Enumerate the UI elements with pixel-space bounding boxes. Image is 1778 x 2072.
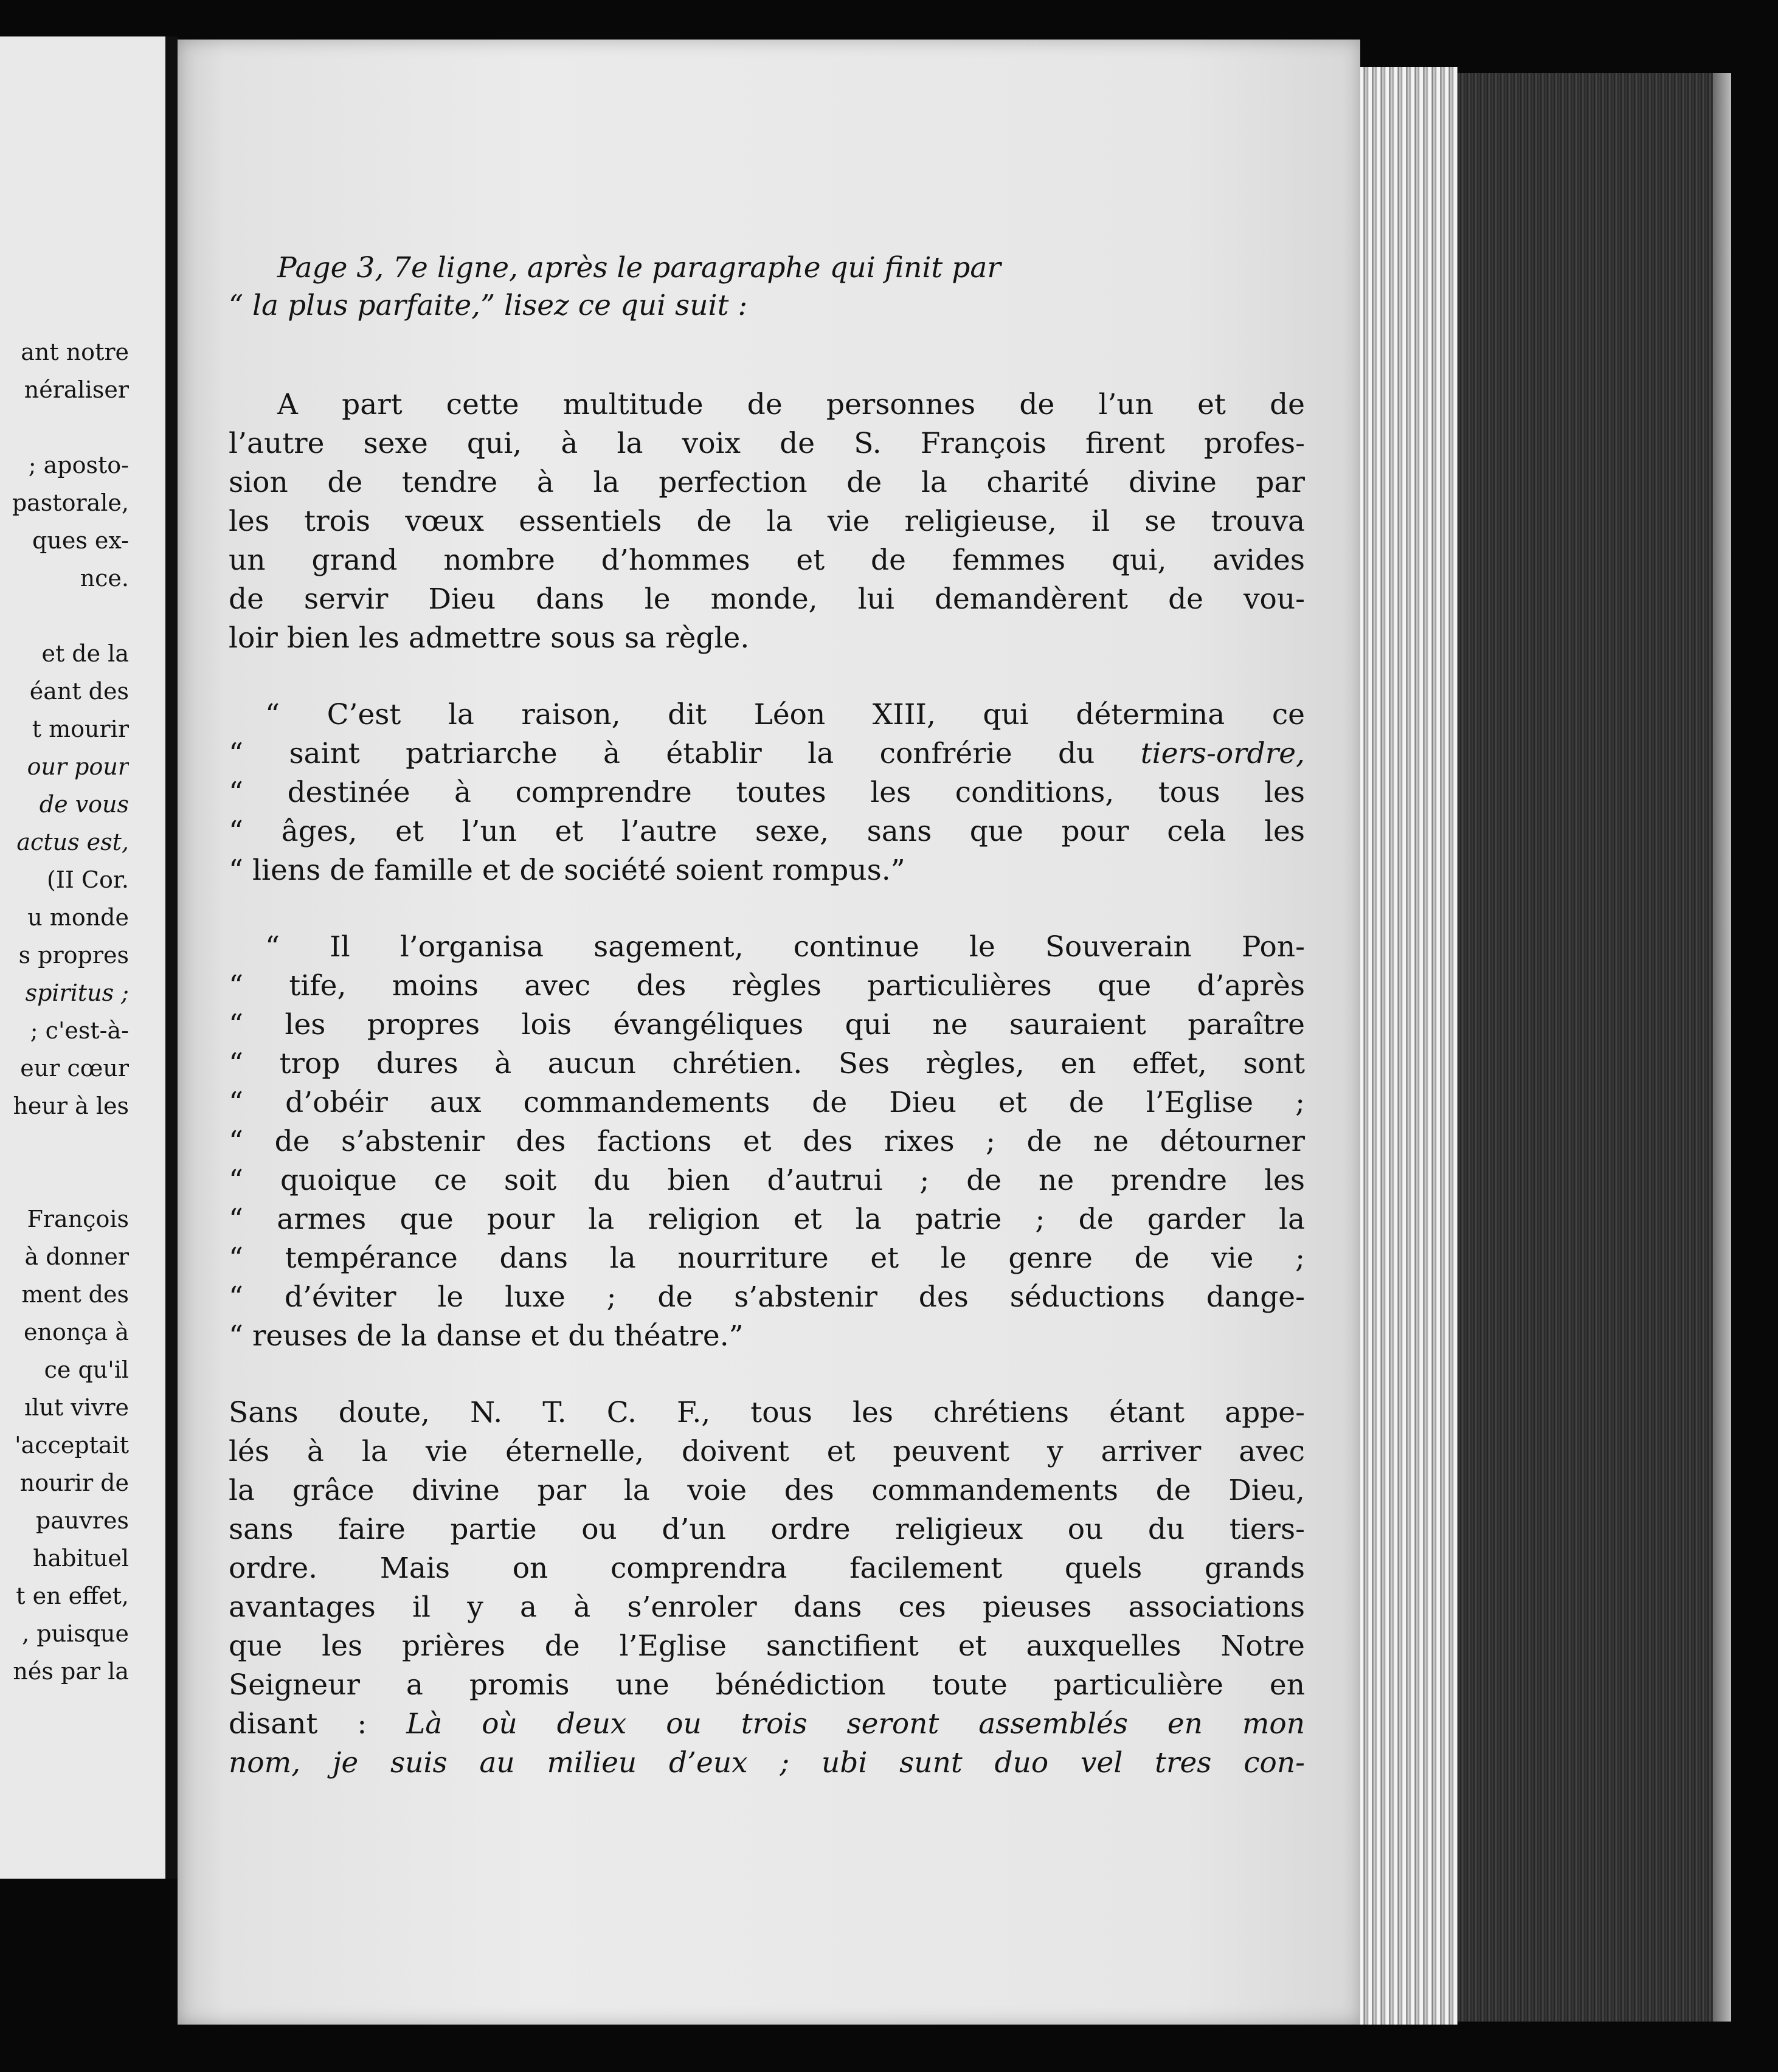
text-line: un grand nombre d’hommes et de femmes qui, avides xyxy=(229,544,1305,577)
left-line: heur à les xyxy=(13,1093,129,1119)
left-line: eur cœur xyxy=(20,1055,129,1082)
left-line: éant des xyxy=(29,678,129,705)
italic-quotation: Là où deux ou trois seront assemblés en mon xyxy=(406,1707,1305,1741)
text-line: “ tife, moins avec des règles particulières que d’après xyxy=(229,969,1305,1003)
left-page-fragment xyxy=(0,36,165,1879)
text-line: “ Il l’organisa sagement, continue le Souverain Pon- xyxy=(265,930,1305,964)
left-line: ment des xyxy=(21,1281,129,1308)
left-line: pastorale, xyxy=(12,489,129,516)
text-line: de servir Dieu dans le monde, lui demandèrent de vou- xyxy=(229,582,1305,616)
text-line: “ armes que pour la religion et la patrie ; de garder la xyxy=(229,1203,1305,1236)
text-line: “ liens de famille et de société soient rompus.” xyxy=(229,854,905,887)
book-gutter xyxy=(165,36,178,1879)
text-line: “ reuses de la danse et du théatre.” xyxy=(229,1319,744,1353)
italic-term: tiers-ordre, xyxy=(1140,737,1305,770)
left-line: de vous xyxy=(39,791,129,818)
paragraph-2-quote xyxy=(229,696,1305,890)
text-line: A part cette multitude de personnes de l’un et de xyxy=(277,388,1305,421)
text-line: “ d’éviter le luxe ; de s’abstenir des séductions dange- xyxy=(229,1280,1305,1314)
left-line: ; c'est-à- xyxy=(30,1017,129,1044)
paragraph-4 xyxy=(229,1393,1305,1783)
text-line: “ tempérance dans la nourriture et le genre de vie ; xyxy=(229,1241,1305,1275)
erratum-heading-line: “ la plus parfaite,” lisez ce qui suit : xyxy=(229,289,748,322)
italic-quotation: nom, je suis au milieu d’eux ; ubi sunt duo vel tres con- xyxy=(229,1746,1305,1780)
book-fore-edge-dark xyxy=(1458,73,1713,2022)
left-line: spiritus ; xyxy=(25,979,129,1006)
left-line xyxy=(0,1162,129,1200)
text-line: “ les propres lois évangéliques qui ne sauraient paraître xyxy=(229,1008,1305,1041)
text-line: “ destinée à comprendre toutes les conditions, tous les xyxy=(229,776,1305,809)
text-line xyxy=(229,1705,1305,1744)
text-line: la grâce divine par la voie des commandements de Dieu, xyxy=(229,1474,1305,1507)
paragraph-1 xyxy=(229,385,1305,658)
left-line: nourir de xyxy=(19,1469,129,1496)
text-segment: disant : xyxy=(229,1707,407,1741)
book-cover-edge xyxy=(1713,73,1731,2022)
left-line: t en effet, xyxy=(16,1583,129,1609)
left-line: François xyxy=(27,1206,129,1232)
left-line: nce. xyxy=(80,565,129,592)
left-line: néraliser xyxy=(24,376,129,403)
text-line: “ quoique ce soit du bien d’autrui ; de ne prendre les xyxy=(229,1164,1305,1197)
paragraph-3-quote xyxy=(229,928,1305,1356)
text-line: ordre. Mais on comprendra facilement quels grands xyxy=(229,1552,1305,1585)
text-line: les trois vœux essentiels de la vie religieuse, il se trouva xyxy=(229,505,1305,538)
text-line: “ d’obéir aux commandements de Dieu et de l’Eglise ; xyxy=(229,1086,1305,1119)
erratum-heading-line: Page 3, 7e ligne, après le paragraphe qui finit par xyxy=(277,251,1001,285)
text-line: “ de s’abstenir des factions et des rixes ; de ne détourner xyxy=(229,1125,1305,1158)
left-line: , puisque xyxy=(22,1620,129,1647)
text-line: sans faire partie ou d’un ordre religieux ou du tiers- xyxy=(229,1513,1305,1546)
main-page xyxy=(178,40,1360,2025)
left-line: pauvres xyxy=(35,1507,129,1534)
text-line: “ trop dures à aucun chrétien. Ses règles, en effet, sont xyxy=(229,1047,1305,1080)
left-line: 'acceptait xyxy=(15,1432,129,1459)
left-line: à donner xyxy=(24,1243,129,1270)
text-line: loir bien les admettre sous sa règle. xyxy=(229,621,750,655)
text-line: que les prières de l’Eglise sanctifient et auxquelles Notre xyxy=(229,1629,1305,1663)
left-line: ques ex- xyxy=(32,527,129,554)
left-line: s propres xyxy=(18,942,129,969)
left-line xyxy=(0,409,129,446)
text-line: avantages il y a à s’enroler dans ces pieuses associations xyxy=(229,1590,1305,1624)
text-line: Seigneur a promis une bénédiction toute particulière en xyxy=(229,1668,1305,1702)
text-line: lés à la vie éternelle, doivent et peuvent y arriver avec xyxy=(229,1435,1305,1468)
left-line: u monde xyxy=(27,904,129,931)
text-line xyxy=(229,734,1305,773)
text-line xyxy=(229,1744,1305,1783)
left-line: ant notre xyxy=(21,339,129,365)
left-line: ce qu'il xyxy=(44,1356,129,1383)
left-line: actus est, xyxy=(16,829,129,855)
left-line: nés par la xyxy=(13,1658,129,1685)
erratum-heading xyxy=(229,249,1305,325)
text-line: sion de tendre à la perfection de la charité divine par xyxy=(229,466,1305,499)
left-line: our pour xyxy=(27,753,129,780)
left-line xyxy=(0,597,129,635)
left-line: enonça à xyxy=(24,1319,129,1345)
left-page-text xyxy=(0,333,129,1690)
text-line: l’autre sexe qui, à la voix de S. François firent profes- xyxy=(229,427,1305,460)
left-line: et de la xyxy=(41,640,129,667)
left-line: habituel xyxy=(33,1545,129,1572)
text-line: “ âges, et l’un et l’autre sexe, sans que pour cela les xyxy=(229,815,1305,848)
page-text xyxy=(229,249,1305,1820)
left-line: t mourir xyxy=(32,716,129,742)
left-line: ılut vivre xyxy=(24,1394,129,1421)
left-line: (II Cor. xyxy=(47,866,129,893)
text-line: “ C’est la raison, dit Léon XIII, qui détermina ce xyxy=(265,698,1305,731)
text-line: Sans doute, N. T. C. F., tous les chrétiens étant appe- xyxy=(229,1396,1305,1429)
text-segment: “ saint patriarche à établir la confrérie du xyxy=(229,737,1141,770)
left-line: ; aposto- xyxy=(28,452,129,478)
left-line xyxy=(0,1125,129,1162)
book-fore-edge-light xyxy=(1360,67,1458,2025)
